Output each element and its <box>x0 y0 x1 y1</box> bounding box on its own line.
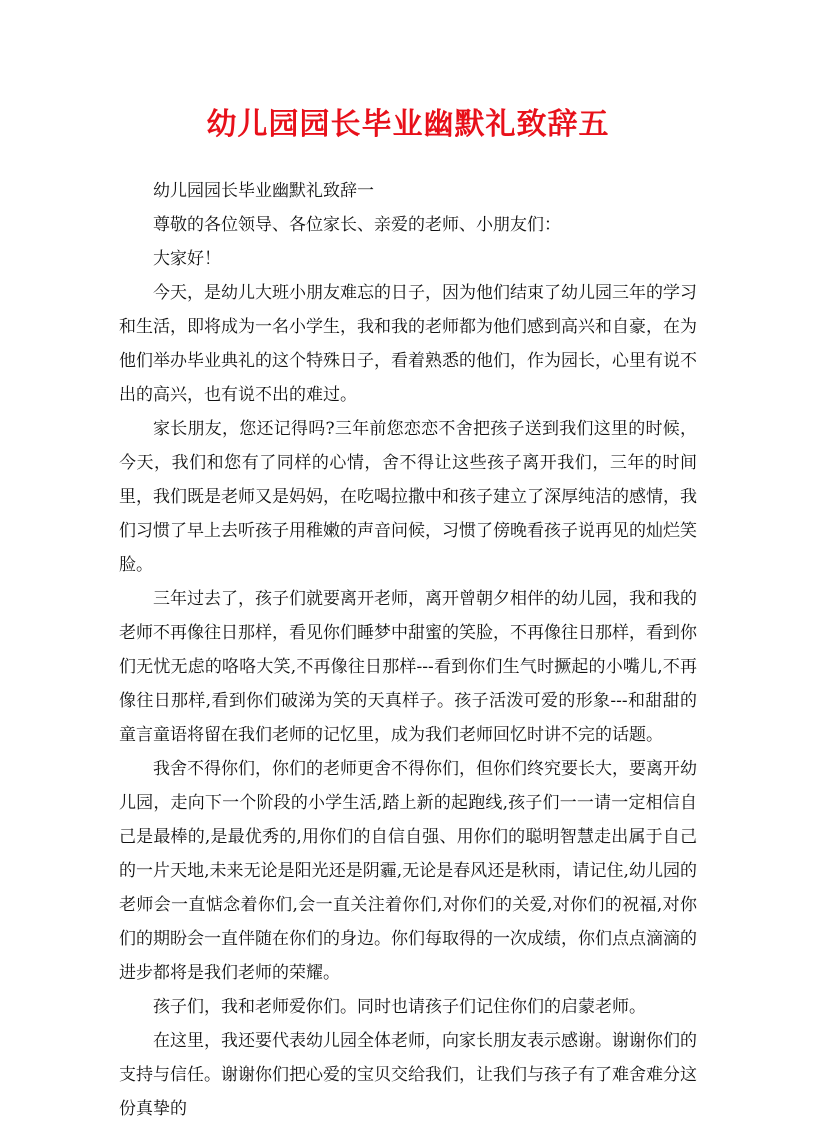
paragraph-subtitle: 幼儿园园长毕业幽默礼致辞一 <box>153 181 374 201</box>
paragraph-salutation: 尊敬的各位领导、各位家长、亲爱的老师、小朋友们： <box>153 215 561 235</box>
document-body <box>119 174 697 1126</box>
paragraph: 家长朋友，您还记得吗?三年前您恋恋不舍把孩子送到我们这里的时候，今天，我们和您有了同样的心情，舍不得让这些孩子离开我们，三年的时间里，我们既是老师又是妈妈，在吃喝拉撒中和孩子建立了深厚纯洁的感情，我们习惯了早上去听孩子用稚嫩的声音问候，习惯了傍晚看孩子说再见的灿烂笑脸。 <box>119 419 697 575</box>
paragraph: 我舍不得你们，你们的老师更舍不得你们，但你们终究要长大，要离开幼儿园，走向下一个阶段的小学生活,踏上新的起跑线,孩子们一一请一定相信自己是最棒的,是最优秀的,用你们的自信自强、用你们的聪明智慧走出属于自己的一片天地,未来无论是阳光还是阴霾,无论是春风还是秋雨，请记住,幼儿园的老师会一直惦念着你们,会一直关注着你们,对你们的关爱,对你们的祝福,对你们的期盼会一直伴随在你们的身边。你们每取得的一次成绩，你们点点滴滴的进步都将是我们老师的荣耀。 <box>119 759 697 983</box>
document-title: 幼儿园园长毕业幽默礼致辞五 <box>206 107 610 142</box>
paragraph: 三年过去了，孩子们就要离开老师，离开曾朝夕相伴的幼儿园，我和我的老师不再像往日那样，看见你们睡梦中甜蜜的笑脸，不再像往日那样，看到你们无忧无虑的咯咯大笑,不再像往日那样---看到你们生气时撅起的小嘴儿,不再像往日那样,看到你们破涕为笑的天真样子。孩子活泼可爱的形象---和甜甜的童言童语将留在我们老师的记忆里，成为我们老师回忆时讲不完的话题。 <box>119 589 697 745</box>
paragraph-greeting: 大家好！ <box>153 249 221 269</box>
paragraph: 在这里，我还要代表幼儿园全体老师，向家长朋友表示感谢。谢谢你们的支持与信任。谢谢你们把心爱的宝贝交给我们，让我们与孩子有了难舍难分这份真挚的 <box>119 1031 697 1119</box>
paragraph: 孩子们，我和老师爱你们。同时也请孩子们记住你们的启蒙老师。 <box>153 997 646 1017</box>
paragraph: 今天，是幼儿大班小朋友难忘的日子，因为他们结束了幼儿园三年的学习和生活，即将成为一名小学生，我和我的老师都为他们感到高兴和自豪，在为他们举办毕业典礼的这个特殊日子，看着熟悉的他们，作为园长，心里有说不出的高兴，也有说不出的难过。 <box>119 283 697 405</box>
